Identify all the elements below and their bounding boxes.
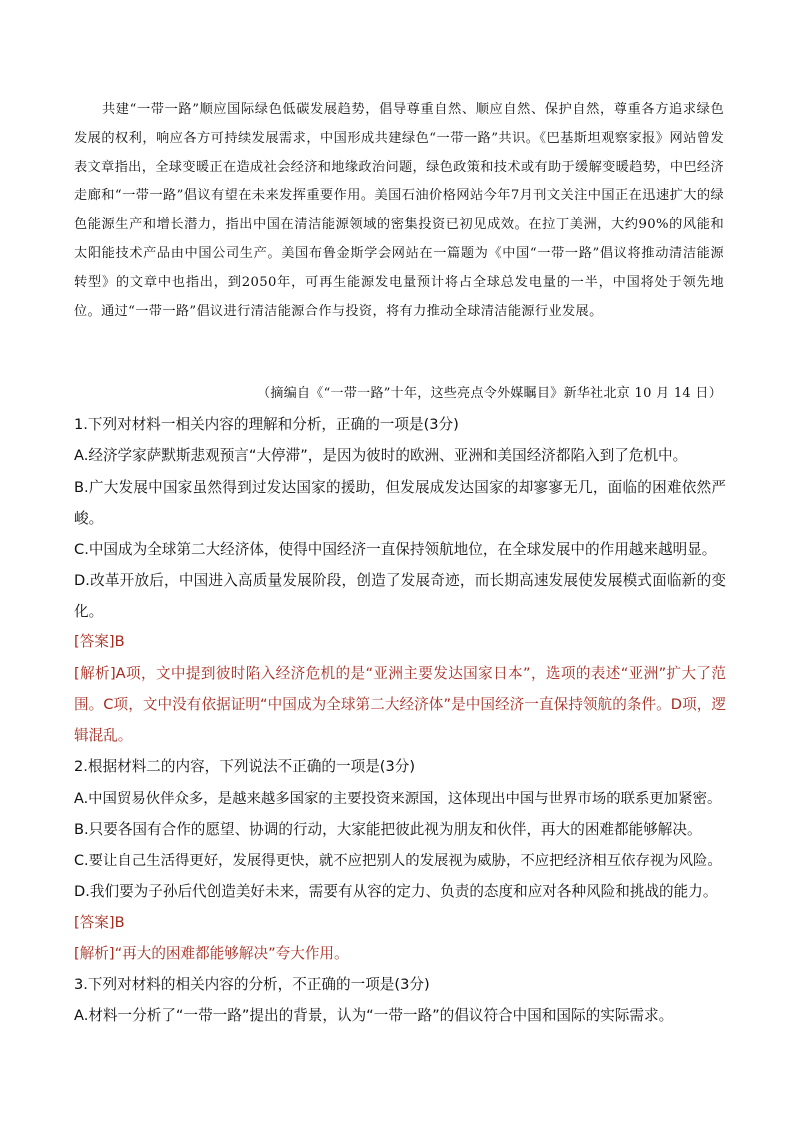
question-1-option-b: B.广大发展中国家虽然得到过发达国家的援助，但发展成发达国家的却寥寥无几，面临的困难依然严峻。 [74,479,726,527]
question-1-answer: [答案]B [74,633,125,650]
question-3-option-a: A.材料一分析了“一带一路”提出的背景，认为“一带一路”的倡议符合中国和国际的实际需求。 [74,1007,674,1024]
question-2-stem: 2.根据材料二的内容，下列说法不正确的一项是(3分) [74,758,416,775]
question-1-analysis: [解析]A项，文中提到彼时陷入经济危机的是“亚洲主要发达国家日本”，选项的表述“亚洲”扩大了范围。C项，文中没有依据证明“中国成为全球第二大经济体”是中国经济一直保持领航的条件。D项，逻辑混乱。 [74,665,726,744]
question-2-answer: [答案]B [74,914,125,931]
question-2-option-a: A.中国贸易伙伴众多，是越来越多国家的主要投资来源国，这体现出中国与世界市场的联系更加紧密。 [74,791,722,807]
passage-source: （摘编自《“一带一路”十年，这些亮点令外媒瞩目》新华社北京 10 月 14 日） [257,386,722,401]
question-1-stem: 1.下列对材料一相关内容的理解和分析，正确的一项是(3分) [74,416,459,433]
question-1-option-d: D.改革开放后，中国进入高质量发展阶段，创造了发展奇迹，而长期高速发展使发展模式面临新的变化。 [74,572,726,620]
question-3-stem: 3.下列对材料的相关内容的分析，不正确的一项是(3分) [74,976,430,993]
question-2-option-d: D.我们要为子孙后代创造美好未来，需要有从容的定力、负责的态度和应对各种风险和挑战的能力。 [74,883,718,900]
reading-passage: 共建“一带一路”顺应国际绿色低碳发展趋势，倡导尊重自然、顺应自然、保护自然，尊重各方追求绿色发展的权利，响应各方可持续发展需求，中国形成共建绿色“一带一路”共识。《巴基斯坦观察家报》网站曾发表文章指出，全球变暖正在造成社会经济和地缘政治问题，绿色政策和技术或有助于缓解变暖趋势，中巴经济走廊和“一带一路”倡议有望在未来发挥重要作用。美国石油价格网站今年7月刊文关注中国正在迅速扩大的绿色能源生产和增长潜力，指出中国在清洁能源领域的密集投资已初见成效。在拉丁美洲，大约90%的风能和太阳能技术产品由中国公司生产。美国布鲁金斯学会网站在一篇题为《中国“一带一路”倡议将推动清洁能源转型》的文章中也指出，到2050年，可再生能源发电量预计将占全球总发电量的一半，中国将处于领先地位。通过“一带一路”倡议进行清洁能源合作与投资，将有力推动全球清洁能源行业发展。 [74,102,724,319]
question-1-option-c: C.中国成为全球第二大经济体，使得中国经济一直保持领航地位，在全球发展中的作用越来越明显。 [74,541,717,558]
question-2-analysis: [解析]“再大的困难都能够解决”夸大作用。 [74,945,349,962]
question-2-option-c: C.要让自己生活得更好，发展得更快，就不应把别人的发展视为威胁，不应把经济相互依存视为风险。 [74,853,722,869]
question-1-option-a: A.经济学家萨默斯悲观预言“大停滞”，是因为彼时的欧洲、亚洲和美国经济都陷入到了危机中。 [74,447,688,464]
question-2-option-b: B.只要各国有合作的愿望、协调的行动，大家能把彼此视为朋友和伙伴，再大的困难都能够解决。 [74,821,702,838]
